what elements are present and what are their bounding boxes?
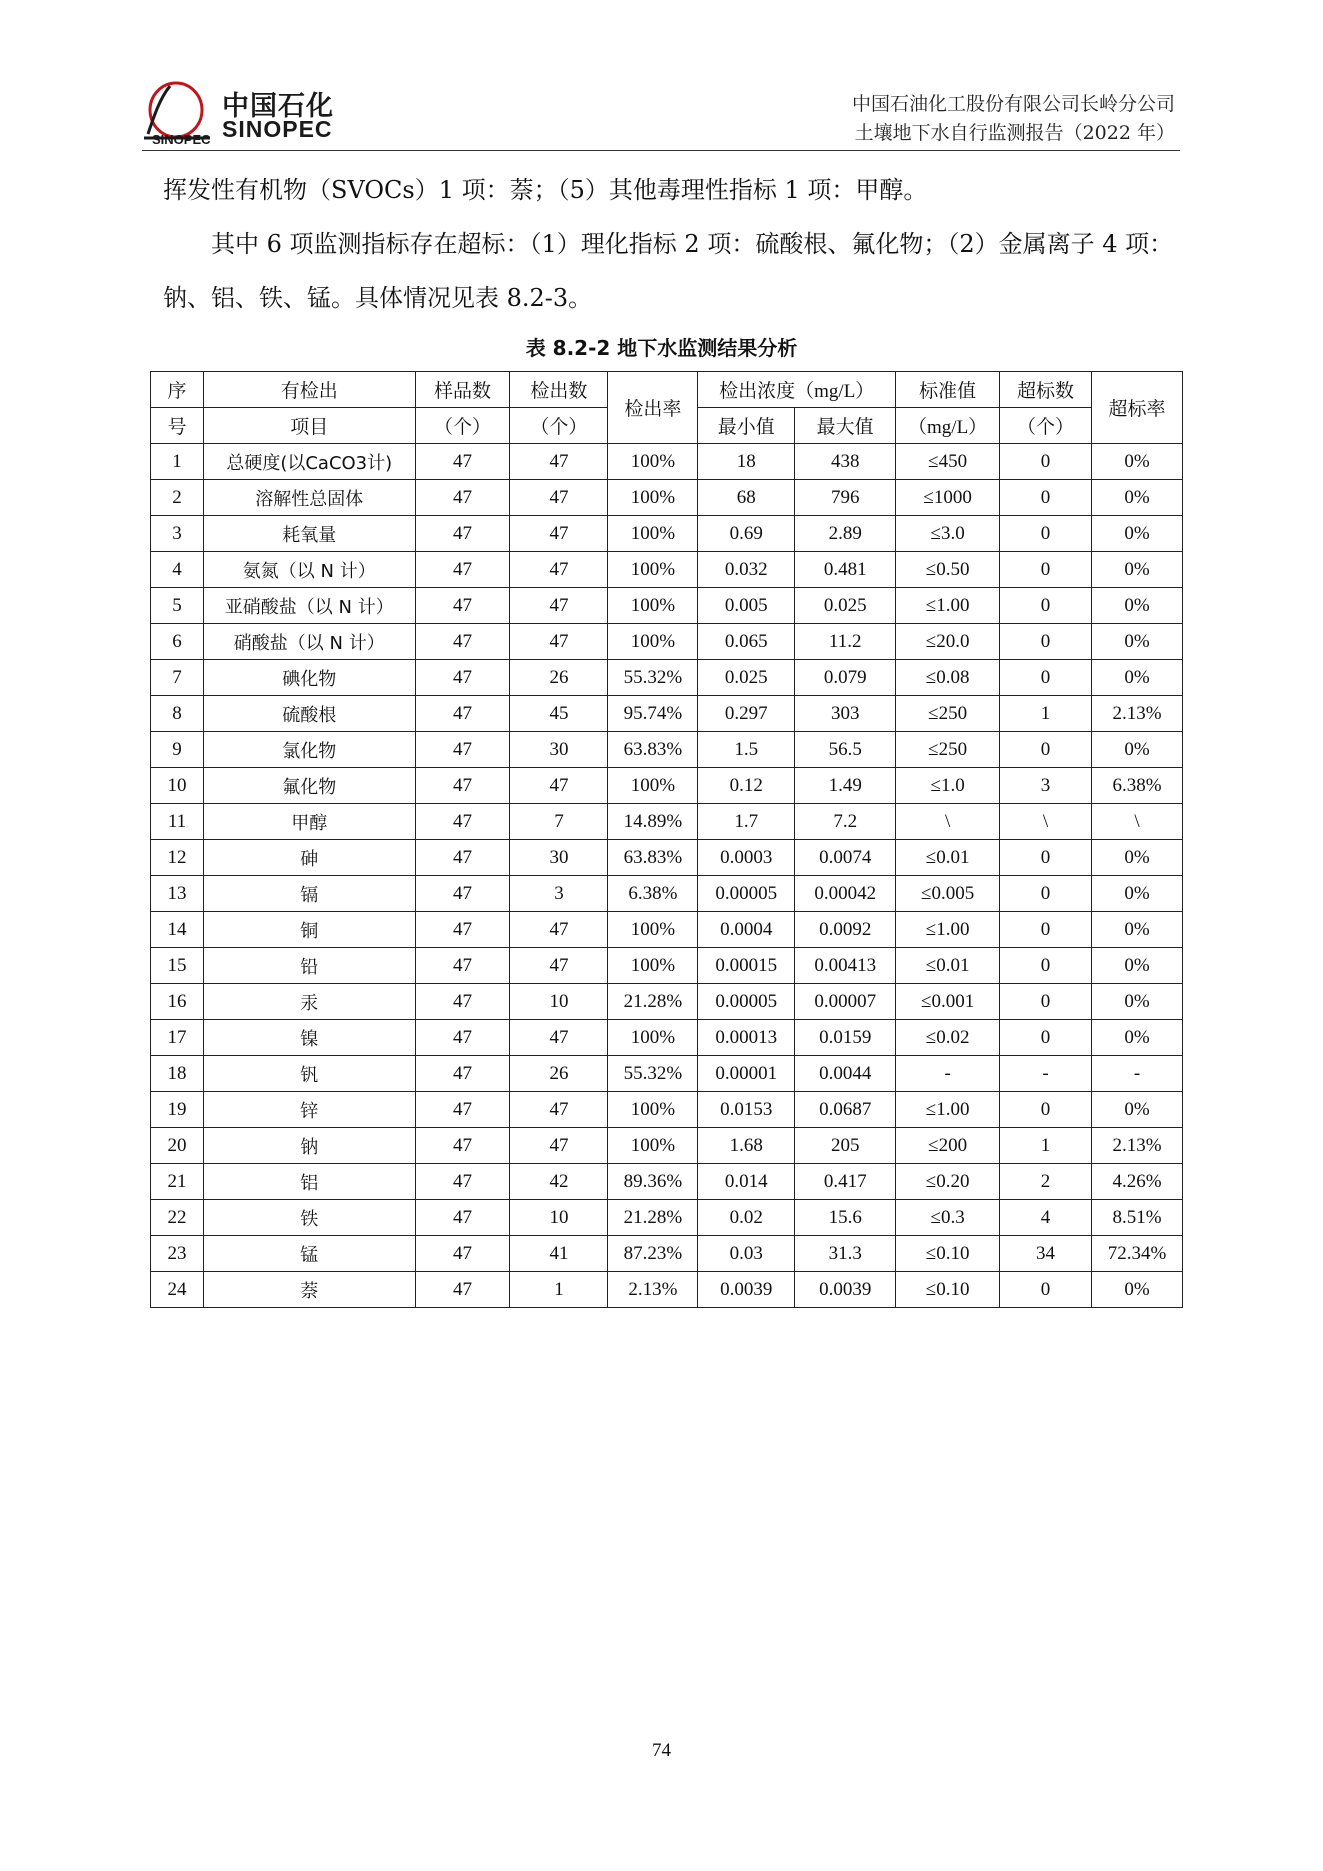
table-row bbox=[151, 840, 1183, 876]
cell-max: 0.079 bbox=[795, 660, 896, 696]
cell-detected: 41 bbox=[510, 1236, 608, 1272]
cell-min: 0.297 bbox=[698, 696, 795, 732]
cell-std: ≤450 bbox=[896, 444, 1000, 480]
cell-samples: 47 bbox=[415, 1092, 510, 1128]
table-row bbox=[151, 660, 1183, 696]
cell-item: 氯化物 bbox=[203, 732, 415, 768]
cell-rate: 100% bbox=[608, 1020, 698, 1056]
table-row bbox=[151, 624, 1183, 660]
cell-exceed-rate: 0% bbox=[1092, 948, 1183, 984]
cell-min: 1.7 bbox=[698, 804, 795, 840]
logo-chinese-name: 中国石化 bbox=[222, 91, 334, 122]
table-row bbox=[151, 876, 1183, 912]
cell-detected: 42 bbox=[510, 1164, 608, 1200]
cell-samples: 47 bbox=[415, 1056, 510, 1092]
cell-no: 14 bbox=[151, 912, 204, 948]
header-min: 最小值 bbox=[698, 408, 795, 444]
cell-max: 0.0159 bbox=[795, 1020, 896, 1056]
cell-item: 硫酸根 bbox=[203, 696, 415, 732]
cell-detected: 47 bbox=[510, 588, 608, 624]
table-row bbox=[151, 804, 1183, 840]
cell-rate: 100% bbox=[608, 948, 698, 984]
cell-std: ≤0.10 bbox=[896, 1272, 1000, 1308]
table-row bbox=[151, 1200, 1183, 1236]
cell-min: 1.68 bbox=[698, 1128, 795, 1164]
cell-samples: 47 bbox=[415, 948, 510, 984]
cell-detected: 47 bbox=[510, 1020, 608, 1056]
cell-rate: 100% bbox=[608, 912, 698, 948]
cell-item: 锰 bbox=[203, 1236, 415, 1272]
cell-min: 0.014 bbox=[698, 1164, 795, 1200]
cell-std: ≤0.02 bbox=[896, 1020, 1000, 1056]
cell-std: ≤0.01 bbox=[896, 948, 1000, 984]
table1-header-row-1 bbox=[151, 372, 1183, 408]
cell-item: 铜 bbox=[203, 912, 415, 948]
cell-samples: 47 bbox=[415, 660, 510, 696]
header-item: 有检出 bbox=[203, 372, 415, 408]
cell-no: 17 bbox=[151, 1020, 204, 1056]
cell-exceed-rate: 0% bbox=[1092, 444, 1183, 480]
table-row bbox=[151, 696, 1183, 732]
table-row bbox=[151, 768, 1183, 804]
cell-exceed-rate: 0% bbox=[1092, 1272, 1183, 1308]
cell-rate: 21.28% bbox=[608, 984, 698, 1020]
cell-rate: 100% bbox=[608, 516, 698, 552]
cell-exceed: 0 bbox=[1000, 948, 1092, 984]
cell-no: 16 bbox=[151, 984, 204, 1020]
company-name: 中国石油化工股份有限公司长岭分公司 bbox=[851, 93, 1175, 115]
cell-detected: 47 bbox=[510, 552, 608, 588]
cell-no: 5 bbox=[151, 588, 204, 624]
cell-exceed: 0 bbox=[1000, 1272, 1092, 1308]
cell-max: 0.0039 bbox=[795, 1272, 896, 1308]
cell-item: 铝 bbox=[203, 1164, 415, 1200]
table-row bbox=[151, 1020, 1183, 1056]
cell-max: 2.89 bbox=[795, 516, 896, 552]
cell-no: 13 bbox=[151, 876, 204, 912]
cell-samples: 47 bbox=[415, 912, 510, 948]
header-max: 最大值 bbox=[795, 408, 896, 444]
cell-exceed: 0 bbox=[1000, 624, 1092, 660]
cell-samples: 47 bbox=[415, 444, 510, 480]
cell-max: 15.6 bbox=[795, 1200, 896, 1236]
cell-exceed-rate: 8.51% bbox=[1092, 1200, 1183, 1236]
cell-item: 铅 bbox=[203, 948, 415, 984]
table1-caption: 表 8.2-2 地下水监测结果分析 bbox=[525, 336, 798, 360]
cell-min: 0.00015 bbox=[698, 948, 795, 984]
cell-exceed: \ bbox=[1000, 804, 1092, 840]
cell-max: 796 bbox=[795, 480, 896, 516]
logo-english-name: SINOPEC bbox=[222, 116, 333, 142]
table-row bbox=[151, 1164, 1183, 1200]
cell-exceed: 2 bbox=[1000, 1164, 1092, 1200]
cell-std: ≤1.00 bbox=[896, 1092, 1000, 1128]
cell-rate: 14.89% bbox=[608, 804, 698, 840]
cell-min: 0.03 bbox=[698, 1236, 795, 1272]
cell-min: 68 bbox=[698, 480, 795, 516]
table-row bbox=[151, 588, 1183, 624]
cell-item: 锌 bbox=[203, 1092, 415, 1128]
header-standard-unit: （mg/L） bbox=[896, 408, 1000, 444]
cell-std: ≤0.01 bbox=[896, 840, 1000, 876]
cell-item: 镉 bbox=[203, 876, 415, 912]
cell-detected: 10 bbox=[510, 984, 608, 1020]
cell-exceed: 4 bbox=[1000, 1200, 1092, 1236]
table-row bbox=[151, 516, 1183, 552]
cell-exceed: 1 bbox=[1000, 1128, 1092, 1164]
header-rate: 检出率 bbox=[608, 372, 698, 444]
cell-exceed-rate: 0% bbox=[1092, 552, 1183, 588]
cell-exceed-rate: 0% bbox=[1092, 912, 1183, 948]
cell-exceed-rate: 0% bbox=[1092, 588, 1183, 624]
cell-detected: 47 bbox=[510, 1092, 608, 1128]
cell-item: 钒 bbox=[203, 1056, 415, 1092]
table-row bbox=[151, 948, 1183, 984]
cell-min: 1.5 bbox=[698, 732, 795, 768]
cell-samples: 47 bbox=[415, 480, 510, 516]
cell-exceed: 0 bbox=[1000, 840, 1092, 876]
table-row bbox=[151, 1272, 1183, 1308]
cell-item: 碘化物 bbox=[203, 660, 415, 696]
cell-exceed-rate: 0% bbox=[1092, 660, 1183, 696]
cell-samples: 47 bbox=[415, 1164, 510, 1200]
cell-no: 15 bbox=[151, 948, 204, 984]
cell-exceed-rate: 0% bbox=[1092, 984, 1183, 1020]
cell-exceed: 0 bbox=[1000, 516, 1092, 552]
table-row bbox=[151, 1056, 1183, 1092]
cell-no: 18 bbox=[151, 1056, 204, 1092]
cell-samples: 47 bbox=[415, 984, 510, 1020]
cell-std: \ bbox=[896, 804, 1000, 840]
intro-line-2: 其中 6 项监测指标存在超标：（1）理化指标 2 项：硫酸根、氟化物；（2）金属离子 4 项：钠、铝、铁、锰。具体情况见表 8.2-3。 bbox=[163, 230, 1174, 312]
svg-text:SINOPEC: SINOPEC bbox=[152, 132, 211, 146]
cell-exceed-rate: 2.13% bbox=[1092, 1128, 1183, 1164]
cell-max: 0.0044 bbox=[795, 1056, 896, 1092]
cell-exceed-rate: 0% bbox=[1092, 516, 1183, 552]
cell-item: 甲醇 bbox=[203, 804, 415, 840]
cell-rate: 63.83% bbox=[608, 840, 698, 876]
cell-exceed: 0 bbox=[1000, 876, 1092, 912]
cell-rate: 95.74% bbox=[608, 696, 698, 732]
header-exceed-count: 超标数 bbox=[1000, 372, 1092, 408]
cell-samples: 47 bbox=[415, 516, 510, 552]
cell-min: 0.032 bbox=[698, 552, 795, 588]
cell-samples: 47 bbox=[415, 732, 510, 768]
cell-std: ≤0.08 bbox=[896, 660, 1000, 696]
cell-detected: 26 bbox=[510, 1056, 608, 1092]
cell-no: 11 bbox=[151, 804, 204, 840]
cell-rate: 100% bbox=[608, 552, 698, 588]
cell-min: 0.00001 bbox=[698, 1056, 795, 1092]
cell-exceed: 0 bbox=[1000, 732, 1092, 768]
cell-std: ≤20.0 bbox=[896, 624, 1000, 660]
page-number: 74 bbox=[652, 1740, 671, 1761]
cell-exceed: 0 bbox=[1000, 1092, 1092, 1128]
cell-item: 氟化物 bbox=[203, 768, 415, 804]
cell-item: 铁 bbox=[203, 1200, 415, 1236]
cell-rate: 55.32% bbox=[608, 660, 698, 696]
cell-no: 21 bbox=[151, 1164, 204, 1200]
table-row bbox=[151, 480, 1183, 516]
cell-samples: 47 bbox=[415, 552, 510, 588]
cell-item: 总硬度(以CaCO3计) bbox=[203, 444, 415, 480]
cell-item: 萘 bbox=[203, 1272, 415, 1308]
cell-exceed: 3 bbox=[1000, 768, 1092, 804]
cell-std: ≤0.10 bbox=[896, 1236, 1000, 1272]
table-row bbox=[151, 1236, 1183, 1272]
cell-exceed-rate: - bbox=[1092, 1056, 1183, 1092]
cell-no: 8 bbox=[151, 696, 204, 732]
cell-std: ≤0.001 bbox=[896, 984, 1000, 1020]
cell-detected: 1 bbox=[510, 1272, 608, 1308]
cell-no: 10 bbox=[151, 768, 204, 804]
sinopec-emblem-icon bbox=[140, 76, 220, 146]
cell-std: - bbox=[896, 1056, 1000, 1092]
cell-rate: 100% bbox=[608, 1128, 698, 1164]
cell-exceed: 1 bbox=[1000, 696, 1092, 732]
report-title: 土壤地下水自行监测报告（2022 年） bbox=[854, 122, 1175, 144]
cell-max: 438 bbox=[795, 444, 896, 480]
cell-min: 0.00005 bbox=[698, 984, 795, 1020]
header-samples-unit: （个） bbox=[415, 408, 510, 444]
cell-detected: 47 bbox=[510, 912, 608, 948]
cell-no: 7 bbox=[151, 660, 204, 696]
intro-line-1: 挥发性有机物（SVOCs）1 项：萘；（5）其他毒理性指标 1 项：甲醇。 bbox=[163, 176, 928, 204]
cell-exceed: 0 bbox=[1000, 480, 1092, 516]
cell-no: 12 bbox=[151, 840, 204, 876]
cell-std: ≤0.3 bbox=[896, 1200, 1000, 1236]
cell-item: 溶解性总固体 bbox=[203, 480, 415, 516]
cell-max: 0.00007 bbox=[795, 984, 896, 1020]
cell-samples: 47 bbox=[415, 1236, 510, 1272]
header-exceed-unit: （个） bbox=[1000, 408, 1092, 444]
cell-item: 耗氧量 bbox=[203, 516, 415, 552]
cell-rate: 100% bbox=[608, 444, 698, 480]
cell-max: 31.3 bbox=[795, 1236, 896, 1272]
cell-max: 0.00042 bbox=[795, 876, 896, 912]
cell-rate: 21.28% bbox=[608, 1200, 698, 1236]
cell-detected: 7 bbox=[510, 804, 608, 840]
cell-item: 亚硝酸盐（以 N 计） bbox=[203, 588, 415, 624]
cell-detected: 47 bbox=[510, 768, 608, 804]
cell-detected: 47 bbox=[510, 1128, 608, 1164]
cell-min: 0.065 bbox=[698, 624, 795, 660]
cell-detected: 26 bbox=[510, 660, 608, 696]
sinopec-logo bbox=[140, 76, 400, 146]
cell-rate: 2.13% bbox=[608, 1272, 698, 1308]
cell-rate: 63.83% bbox=[608, 732, 698, 768]
cell-item: 镍 bbox=[203, 1020, 415, 1056]
cell-min: 0.025 bbox=[698, 660, 795, 696]
cell-exceed-rate: 2.13% bbox=[1092, 696, 1183, 732]
cell-std: ≤3.0 bbox=[896, 516, 1000, 552]
cell-item: 砷 bbox=[203, 840, 415, 876]
cell-exceed-rate: 0% bbox=[1092, 1020, 1183, 1056]
cell-samples: 47 bbox=[415, 1020, 510, 1056]
cell-no: 23 bbox=[151, 1236, 204, 1272]
cell-samples: 47 bbox=[415, 876, 510, 912]
cell-samples: 47 bbox=[415, 588, 510, 624]
cell-std: ≤250 bbox=[896, 696, 1000, 732]
cell-detected: 3 bbox=[510, 876, 608, 912]
cell-samples: 47 bbox=[415, 768, 510, 804]
cell-samples: 47 bbox=[415, 804, 510, 840]
cell-rate: 100% bbox=[608, 588, 698, 624]
table-row bbox=[151, 1092, 1183, 1128]
cell-max: 56.5 bbox=[795, 732, 896, 768]
cell-no: 24 bbox=[151, 1272, 204, 1308]
cell-detected: 10 bbox=[510, 1200, 608, 1236]
table-row bbox=[151, 984, 1183, 1020]
cell-exceed: 34 bbox=[1000, 1236, 1092, 1272]
cell-exceed-rate: 6.38% bbox=[1092, 768, 1183, 804]
cell-std: ≤1.00 bbox=[896, 588, 1000, 624]
cell-detected: 30 bbox=[510, 840, 608, 876]
cell-detected: 47 bbox=[510, 624, 608, 660]
cell-exceed-rate: 4.26% bbox=[1092, 1164, 1183, 1200]
cell-samples: 47 bbox=[415, 696, 510, 732]
table-row bbox=[151, 1128, 1183, 1164]
cell-exceed-rate: 0% bbox=[1092, 876, 1183, 912]
header-divider bbox=[142, 150, 1180, 151]
cell-max: 0.481 bbox=[795, 552, 896, 588]
cell-no: 2 bbox=[151, 480, 204, 516]
cell-exceed-rate: 0% bbox=[1092, 1092, 1183, 1128]
cell-max: 0.417 bbox=[795, 1164, 896, 1200]
monitoring-results-table bbox=[150, 371, 1183, 1308]
cell-samples: 47 bbox=[415, 1128, 510, 1164]
cell-rate: 89.36% bbox=[608, 1164, 698, 1200]
cell-max: 0.025 bbox=[795, 588, 896, 624]
cell-no: 19 bbox=[151, 1092, 204, 1128]
cell-detected: 45 bbox=[510, 696, 608, 732]
cell-exceed: 0 bbox=[1000, 444, 1092, 480]
cell-detected: 47 bbox=[510, 516, 608, 552]
cell-max: 0.0074 bbox=[795, 840, 896, 876]
cell-min: 0.0003 bbox=[698, 840, 795, 876]
cell-item: 氨氮（以 N 计） bbox=[203, 552, 415, 588]
header-seq-2: 号 bbox=[151, 408, 204, 444]
cell-min: 0.0039 bbox=[698, 1272, 795, 1308]
cell-exceed: 0 bbox=[1000, 984, 1092, 1020]
cell-exceed: 0 bbox=[1000, 552, 1092, 588]
cell-item: 汞 bbox=[203, 984, 415, 1020]
header-seq: 序 bbox=[151, 372, 204, 408]
cell-no: 3 bbox=[151, 516, 204, 552]
cell-rate: 100% bbox=[608, 1092, 698, 1128]
cell-min: 0.00005 bbox=[698, 876, 795, 912]
cell-std: ≤250 bbox=[896, 732, 1000, 768]
cell-exceed-rate: \ bbox=[1092, 804, 1183, 840]
document-header bbox=[852, 90, 1175, 148]
cell-max: 1.49 bbox=[795, 768, 896, 804]
cell-max: 303 bbox=[795, 696, 896, 732]
cell-std: ≤0.50 bbox=[896, 552, 1000, 588]
cell-samples: 47 bbox=[415, 840, 510, 876]
cell-rate: 55.32% bbox=[608, 1056, 698, 1092]
cell-exceed-rate: 0% bbox=[1092, 732, 1183, 768]
cell-exceed: - bbox=[1000, 1056, 1092, 1092]
cell-rate: 100% bbox=[608, 624, 698, 660]
cell-no: 6 bbox=[151, 624, 204, 660]
cell-samples: 47 bbox=[415, 624, 510, 660]
cell-detected: 47 bbox=[510, 948, 608, 984]
cell-min: 0.02 bbox=[698, 1200, 795, 1236]
cell-detected: 47 bbox=[510, 480, 608, 516]
cell-min: 0.00013 bbox=[698, 1020, 795, 1056]
cell-detected: 30 bbox=[510, 732, 608, 768]
cell-no: 1 bbox=[151, 444, 204, 480]
cell-min: 0.69 bbox=[698, 516, 795, 552]
cell-detected: 47 bbox=[510, 444, 608, 480]
cell-std: ≤200 bbox=[896, 1128, 1000, 1164]
header-concentration: 检出浓度（mg/L） bbox=[698, 372, 896, 408]
header-exceed-rate: 超标率 bbox=[1092, 372, 1183, 444]
header-item-2: 项目 bbox=[203, 408, 415, 444]
cell-rate: 100% bbox=[608, 768, 698, 804]
cell-no: 9 bbox=[151, 732, 204, 768]
table-row bbox=[151, 552, 1183, 588]
cell-max: 205 bbox=[795, 1128, 896, 1164]
cell-min: 0.005 bbox=[698, 588, 795, 624]
cell-no: 20 bbox=[151, 1128, 204, 1164]
header-detected-unit: （个） bbox=[510, 408, 608, 444]
table-row bbox=[151, 912, 1183, 948]
cell-no: 4 bbox=[151, 552, 204, 588]
cell-exceed-rate: 0% bbox=[1092, 480, 1183, 516]
cell-min: 0.12 bbox=[698, 768, 795, 804]
cell-samples: 47 bbox=[415, 1272, 510, 1308]
header-samples: 样品数 bbox=[415, 372, 510, 408]
cell-max: 7.2 bbox=[795, 804, 896, 840]
header-standard: 标准值 bbox=[896, 372, 1000, 408]
cell-samples: 47 bbox=[415, 1200, 510, 1236]
cell-exceed: 0 bbox=[1000, 912, 1092, 948]
cell-exceed-rate: 72.34% bbox=[1092, 1236, 1183, 1272]
cell-rate: 87.23% bbox=[608, 1236, 698, 1272]
cell-max: 0.0092 bbox=[795, 912, 896, 948]
cell-min: 0.0153 bbox=[698, 1092, 795, 1128]
cell-std: ≤1.00 bbox=[896, 912, 1000, 948]
cell-exceed: 0 bbox=[1000, 588, 1092, 624]
cell-no: 22 bbox=[151, 1200, 204, 1236]
cell-item: 硝酸盐（以 N 计） bbox=[203, 624, 415, 660]
table-row bbox=[151, 444, 1183, 480]
intro-paragraph bbox=[163, 163, 1181, 325]
cell-min: 18 bbox=[698, 444, 795, 480]
cell-std: ≤1.0 bbox=[896, 768, 1000, 804]
cell-rate: 100% bbox=[608, 480, 698, 516]
header-detected: 检出数 bbox=[510, 372, 608, 408]
cell-max: 11.2 bbox=[795, 624, 896, 660]
cell-exceed: 0 bbox=[1000, 1020, 1092, 1056]
cell-item: 钠 bbox=[203, 1128, 415, 1164]
cell-exceed: 0 bbox=[1000, 660, 1092, 696]
cell-max: 0.00413 bbox=[795, 948, 896, 984]
cell-rate: 6.38% bbox=[608, 876, 698, 912]
cell-min: 0.0004 bbox=[698, 912, 795, 948]
cell-std: ≤0.005 bbox=[896, 876, 1000, 912]
cell-max: 0.0687 bbox=[795, 1092, 896, 1128]
cell-exceed-rate: 0% bbox=[1092, 840, 1183, 876]
cell-std: ≤0.20 bbox=[896, 1164, 1000, 1200]
cell-std: ≤1000 bbox=[896, 480, 1000, 516]
table-row bbox=[151, 732, 1183, 768]
cell-exceed-rate: 0% bbox=[1092, 624, 1183, 660]
